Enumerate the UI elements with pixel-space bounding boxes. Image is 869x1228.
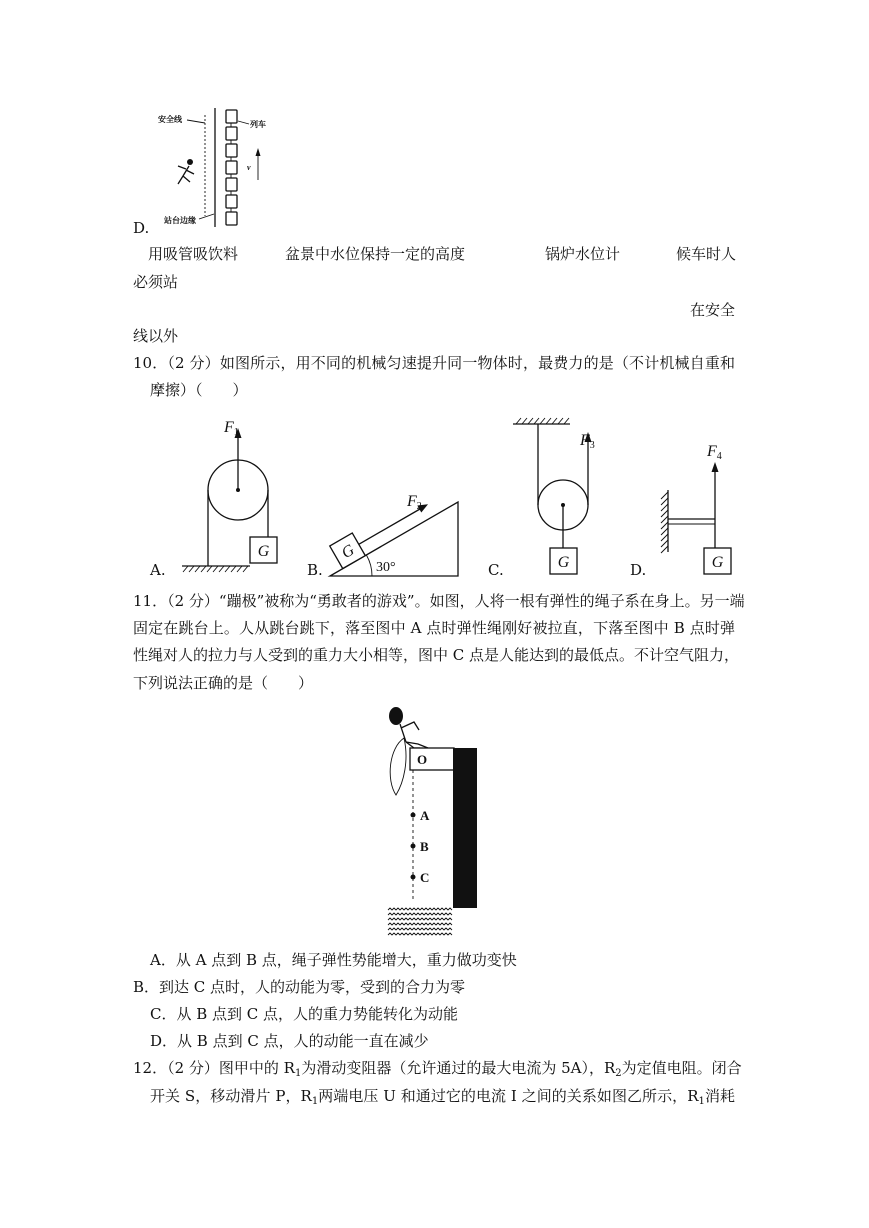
q12-stem-line-2 [150, 1087, 735, 1105]
q9-caption-d-continued-1: 必须站 [133, 273, 179, 291]
q9-caption-c: 锅炉水位计 [545, 245, 621, 263]
train [226, 110, 237, 225]
force-label [406, 493, 422, 512]
train-car [226, 161, 237, 174]
tower-pillar [453, 748, 477, 908]
bungee-figure [380, 700, 485, 940]
person-head [187, 159, 193, 165]
q10-machines-figure [170, 405, 750, 583]
q12-line-1-subscript-b: 2 [615, 1068, 622, 1079]
train-label-leader [238, 121, 249, 124]
train-car [226, 144, 237, 157]
water-waves [388, 908, 452, 935]
person-icon [178, 159, 194, 184]
force-subscript: 2 [416, 501, 422, 512]
q10-option-d-label: D. [630, 561, 647, 579]
q11-stem-line-4: 下列说法正确的是（ ） [133, 674, 314, 692]
force-label [706, 443, 722, 462]
angle-arc [366, 555, 372, 576]
option-b-incline [330, 493, 458, 576]
q9-option-d-label: D. [133, 219, 150, 237]
q10-option-a-label: A. [150, 561, 166, 579]
force-subscript: 3 [589, 440, 595, 451]
q10-option-c-label: C. [488, 561, 504, 579]
option-d-lever [661, 443, 731, 574]
q12-line-2-text-b: 两端电压 U 和通过它的电流 I 之间的关系如图乙所示，R [318, 1087, 699, 1105]
person-body [178, 166, 194, 184]
safety-line-leader [187, 120, 205, 123]
q12-line-1-text-a: 12．（2 分）图甲中的 R [133, 1059, 295, 1077]
force-symbol: F [407, 493, 417, 510]
force-label [223, 419, 239, 438]
q11-stem-line-2: 固定在跳台上。人从跳台跳下，落至图中 A 点时弹性绳刚好被拉直，下落至图中 B 点时弹 [133, 619, 735, 637]
weight-on-incline [330, 533, 366, 569]
point-c-dot [411, 875, 416, 880]
weight-label: G [711, 554, 724, 571]
platform-label: O [417, 752, 428, 767]
q12-line-1-text-b: 为滑动变阻器（允许通过的最大电流为 5A），R [301, 1059, 616, 1077]
q12-line-1-subscript-a: 1 [294, 1068, 302, 1079]
train-car [226, 195, 237, 208]
train-label: 列车 [250, 120, 266, 129]
option-c-movable-pulley [513, 418, 595, 574]
point-c-label: C [420, 870, 430, 885]
force-arrowhead [712, 462, 719, 472]
safety-line-label: 安全线 [158, 115, 182, 124]
q12-line-2-subscript-b: 1 [698, 1096, 705, 1107]
wall-hatch [661, 492, 668, 553]
velocity-arrowhead [256, 148, 261, 156]
force-symbol: F [580, 432, 590, 449]
q11-option-d: D．从 B 点到 C 点，人的动能一直在减少 [150, 1032, 429, 1050]
weight-label: G [557, 554, 570, 571]
weight-label: G [338, 541, 358, 563]
q10-option-b-label: B. [307, 561, 323, 579]
bungee-cord-loop [390, 738, 406, 795]
ceiling-hatch [516, 418, 569, 424]
q11-option-a: A．从 A 点到 B 点，绳子弹性势能增大，重力做功变快 [150, 951, 517, 969]
q12-stem-line-1 [133, 1059, 742, 1079]
q11-option-b: B．到达 C 点时，人的动能为零，受到的合力为零 [133, 978, 466, 996]
q12-line-2-subscript-a: 1 [311, 1096, 319, 1107]
velocity-label: v [247, 163, 251, 172]
weight-label: G [257, 543, 270, 560]
train-car [226, 127, 237, 140]
force-subscript: 4 [716, 451, 722, 462]
q9-caption-a: 用吸管吸饮料 [148, 245, 239, 263]
q12-line-1-text-c: 为定值电阻。闭合 [621, 1059, 742, 1077]
q10-stem-line-1: 10．（2 分）如图所示，用不同的机械匀速提升同一物体时，最费力的是（不计机械自重和 [133, 354, 735, 372]
point-a-label: A [420, 808, 430, 823]
q9-caption-d: 候车时人 [676, 245, 737, 263]
q11-stem-line-3: 性绳对人的拉力与人受到的重力大小相等，图中 C 点是人能达到的最低点。不计空气阻力， [133, 646, 740, 664]
train-car [226, 178, 237, 191]
q10-stem-line-2: 摩擦）（ ） [150, 381, 248, 399]
angle-label: 30° [376, 560, 396, 575]
option-a-pulley [182, 419, 277, 572]
train-car [226, 212, 237, 225]
q11-option-c: C．从 B 点到 C 点，人的重力势能转化为动能 [150, 1005, 459, 1023]
jumper-head [389, 707, 403, 725]
force-symbol: F [707, 443, 717, 460]
q11-stem-line-1: 11．（2 分）“蹦极”被称为“勇敢者的游戏”。如图，人将一根有弹性的绳子系在身上。另一端 [133, 592, 745, 610]
platform-safety-figure [155, 105, 285, 233]
ground-hatch [183, 566, 248, 572]
force-label [579, 432, 595, 451]
q12-line-2-text-c: 消耗 [704, 1087, 735, 1105]
q9-caption-b: 盆景中水位保持一定的高度 [285, 245, 466, 263]
point-b-label: B [420, 839, 429, 854]
force-line [359, 509, 420, 544]
point-b-dot [411, 844, 416, 849]
platform-edge-leader [199, 214, 214, 219]
q12-line-2-text-a: 开关 S，移动滑片 P，R [150, 1087, 312, 1105]
platform-edge-label: 站台边缘 [164, 216, 196, 225]
q9-caption-d-continued-2: 在安全 [690, 301, 736, 319]
force-symbol: F [224, 419, 234, 436]
point-a-dot [411, 813, 416, 818]
force-subscript: 1 [233, 427, 239, 438]
q9-caption-d-continued-3: 线以外 [133, 327, 179, 345]
train-car [226, 110, 237, 123]
jumper-arm [401, 722, 419, 730]
